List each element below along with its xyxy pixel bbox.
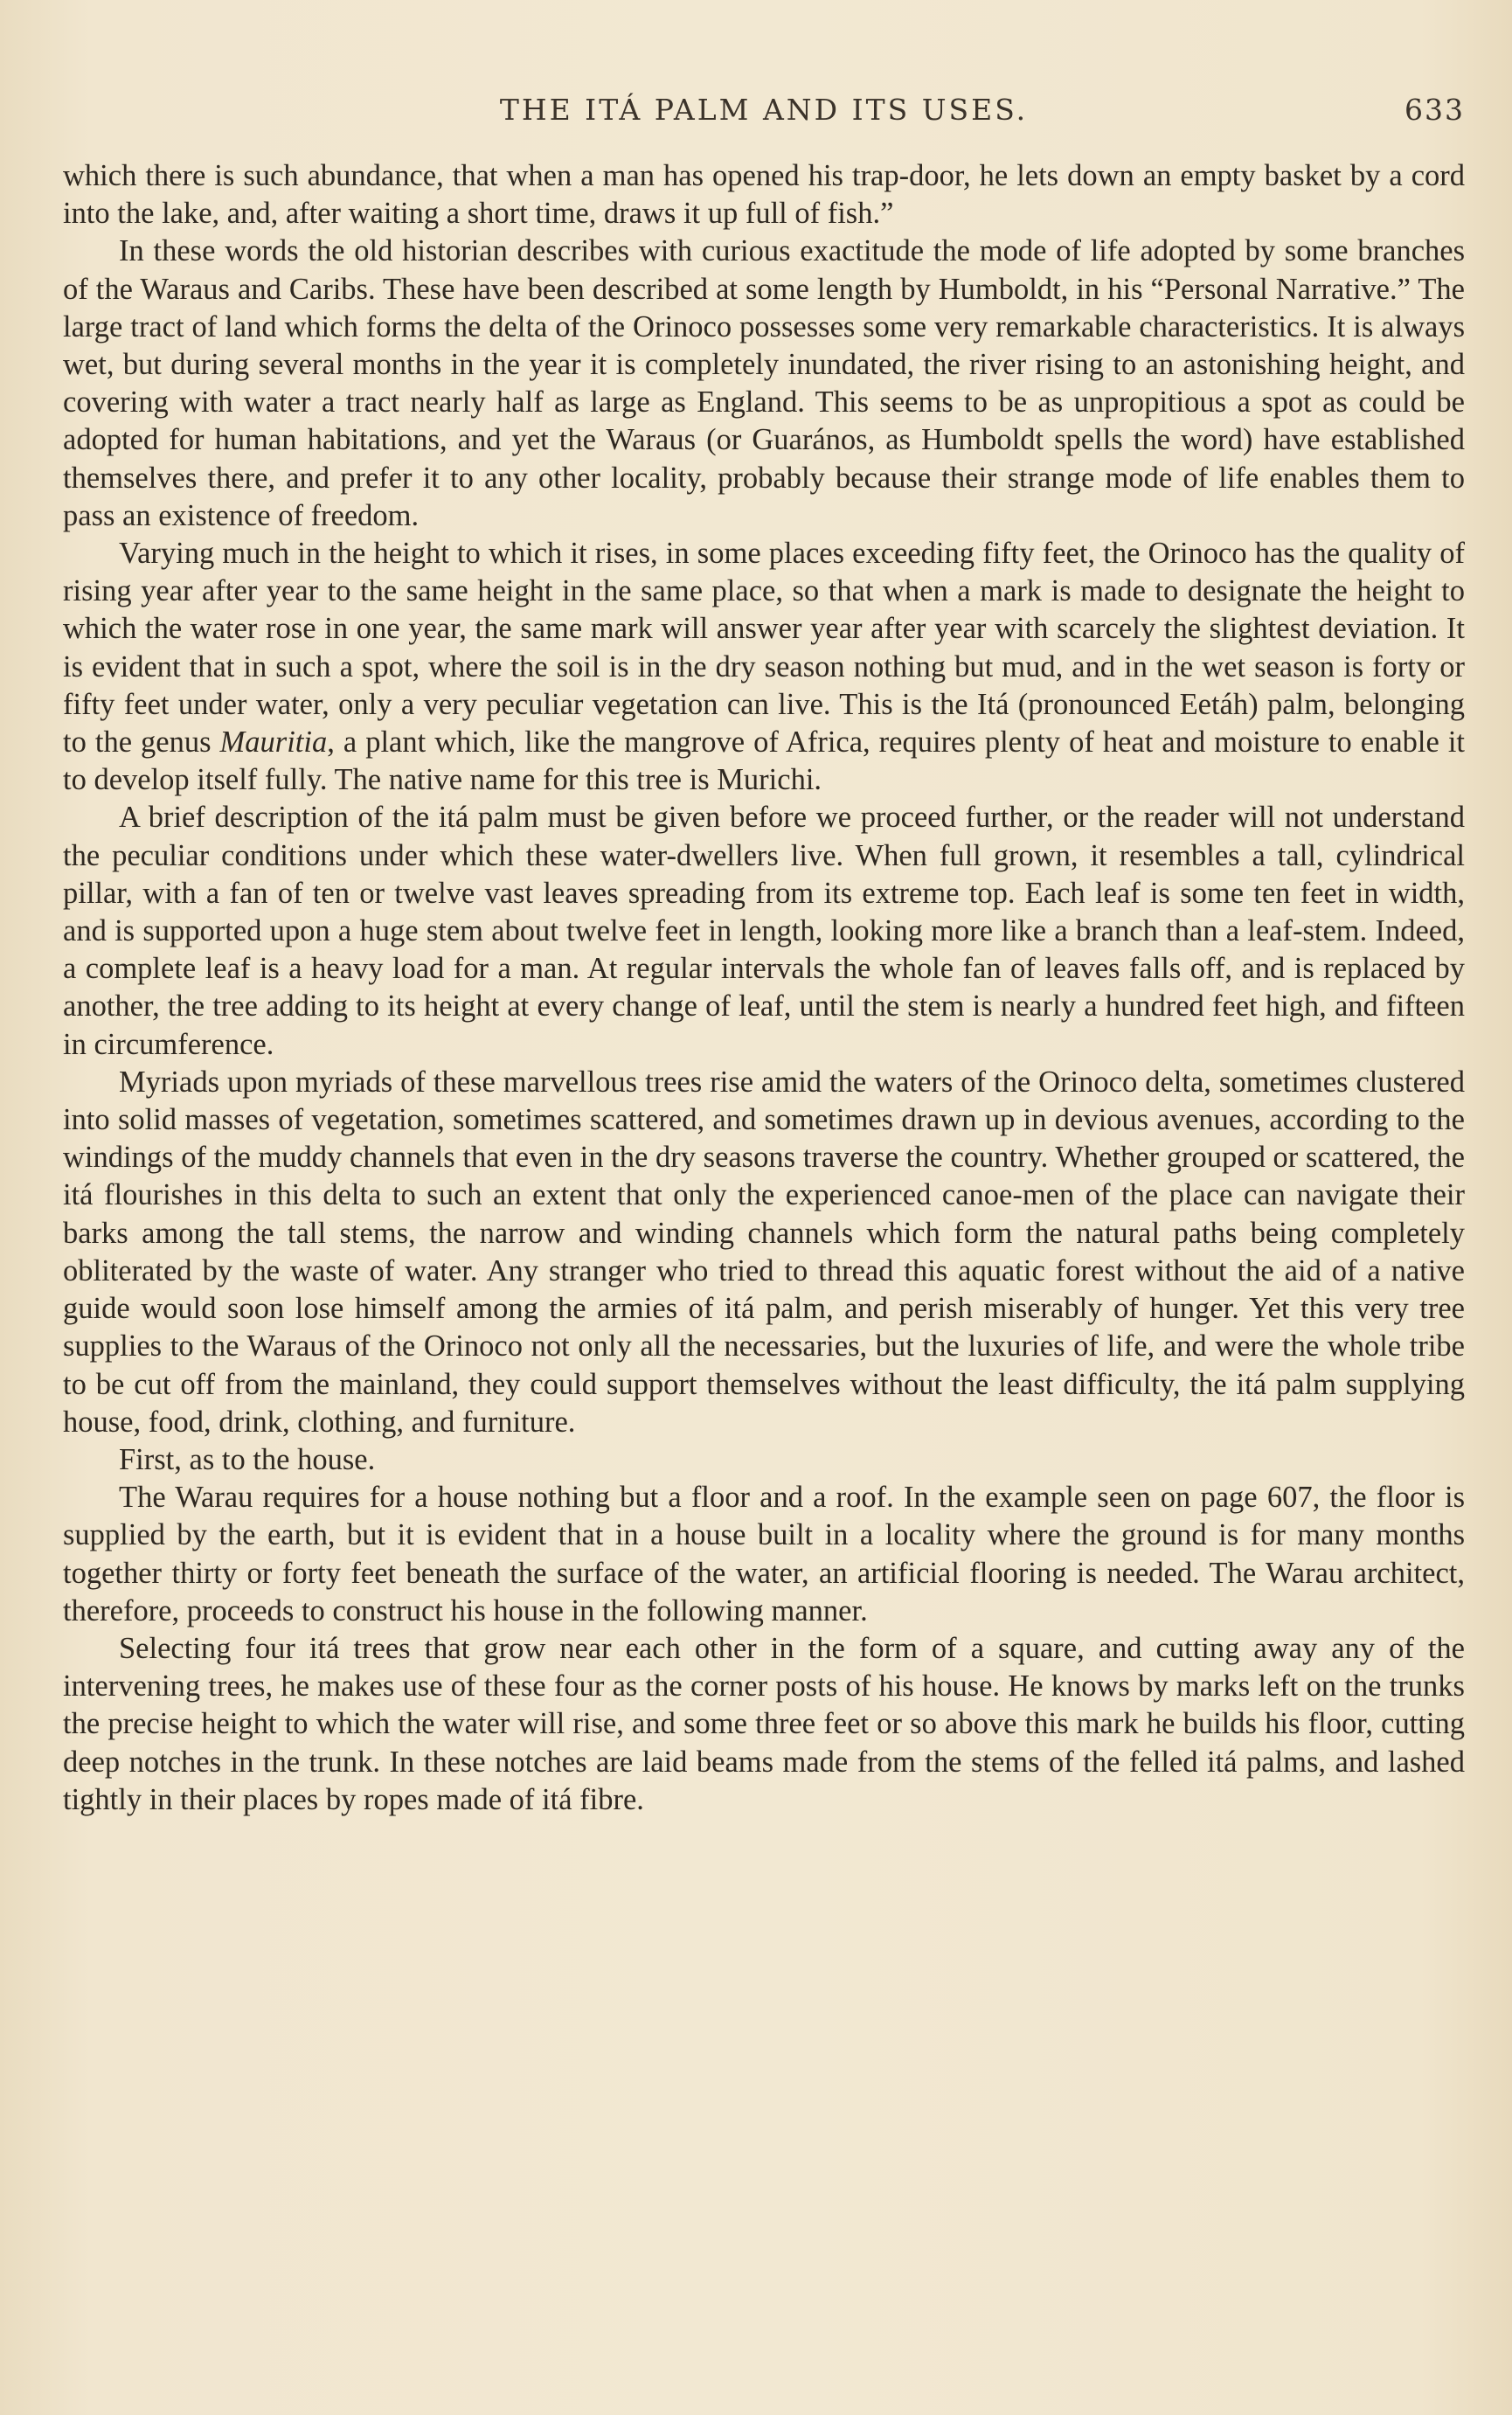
body-text [63, 157, 1465, 1819]
paragraph: A brief description of the itá palm must be given before we proceed further, or the reader will not understand the peculiar conditions under which these water-dwellers live. When full grown, it resembles a tall, cylindrical pillar, with a fan of ten or twelve vast leaves spreading from its extreme top. Each leaf is some ten feet in width, and is supported upon a huge stem about twelve feet in length, looking more like a branch than a leaf-stem. Indeed, a complete leaf is a heavy load for a man. At regular intervals the whole fan of leaves falls off, and is replaced by another, the tree adding to its height at every change of leaf, until the stem is nearly a hundred feet high, and fifteen in circumference. [63, 801, 1465, 1061]
paragraph: In these words the old historian describes with curious exactitude the mode of life adopted by some branches of the Waraus and Caribs. These have been described at some length by Humboldt, in his “Personal Narrative.” The large tract of land which forms the delta of the Orinoco possesses some very remarkable characteristics. It is always wet, but during several months in the year it is completely inundated, the river rising to an astonishing height, and covering with water a tract nearly half as large as England. This seems to be as unpropitious a spot as could be adopted for human habitations, and yet the Waraus (or Guarános, as Humboldt spells the word) have established themselves there, and prefer it to any other locality, probably because their strange mode of life enables them to pass an existence of freedom. [63, 234, 1465, 532]
running-title: THE ITÁ PALM AND ITS USES. [499, 93, 1029, 127]
paragraph: First, as to the house. [119, 1442, 376, 1476]
paragraph: Myriads upon myriads of these marvellous trees rise amid the waters of the Orinoco delta, sometimes clustered into solid masses of vegetation, sometimes scattered, and sometimes drawn up in devious avenues, according to the windings of the muddy channels that even in the dry seasons traverse the country. Whether grouped or scattered, the itá flourishes in this delta to such an extent that only the experienced canoe-men of the place can navigate their barks among the tall stems, the narrow and winding channels which form the natural paths being completely obliterated by the waste of water. Any stranger who tried to thread this aquatic forest without the aid of a native guide would soon lose himself among the armies of itá palm, and perish miserably of hunger. Yet this very tree supplies to the Waraus of the Orinoco not only all the necessaries, but the luxuries of life, and were the whole tribe to be cut off from the mainland, they could support themselves without the least difficulty, the itá palm supplying house, food, drink, clothing, and furniture. [63, 1065, 1465, 1439]
genus-name-italic: Mauritia [219, 725, 328, 760]
paragraph: The Warau requires for a house nothing but a floor and a roof. In the example seen on page 607, the floor is supplied by the earth, but it is evident that in a house built in a locality where the ground is for many months together thirty or forty feet beneath the surface of the water, an artificial flooring is needed. The Warau architect, therefore, proceeds to construct his house in the following manner. [63, 1481, 1465, 1627]
paragraph-with-italic [63, 535, 1465, 799]
paragraph-text-after-italic: , a plant which, like the mangrove of Africa, requires plenty of heat and moisture to enable it to develop itself fully. The native name for this tree is Murichi. [63, 725, 1465, 797]
paragraph: Selecting four itá trees that grow near each other in the form of a square, and cutting away any of the intervening trees, he makes use of these four as the corner posts of his house. He knows by marks left on the trunks the precise height to which the water will rise, and some three feet or so above this mark he builds his floor, cutting deep notches in the trunk. In these notches are laid beams made from the stems of the felled itá palms, and lashed tightly in their places by ropes made of itá fibre. [63, 1631, 1465, 1816]
paragraph-text-before-italic: Varying much in the height to which it rises, in some places exceeding fifty feet, the Orinoco has the quality of rising year after year to the same height in the same place, so that when a mark is made to designate the height to which the water rose in one year, the same mark will answer year after year with scarcely the slightest deviation. It is evident that in such a spot, where the soil is in the dry season nothing but mud, and in the wet season is forty or fifty feet under water, only a very peculiar vegetation can live. This is the Itá (pronounced Eetáh) palm, belonging to the genus [63, 537, 1465, 760]
paragraph-continued: which there is such abundance, that when a man has opened his trap-door, he lets down an empty basket by a cord into the lake, and, after waiting a short time, draws it up full of fish.” [63, 159, 1465, 231]
page-header [63, 84, 1465, 136]
page-number: 633 [1404, 93, 1465, 127]
